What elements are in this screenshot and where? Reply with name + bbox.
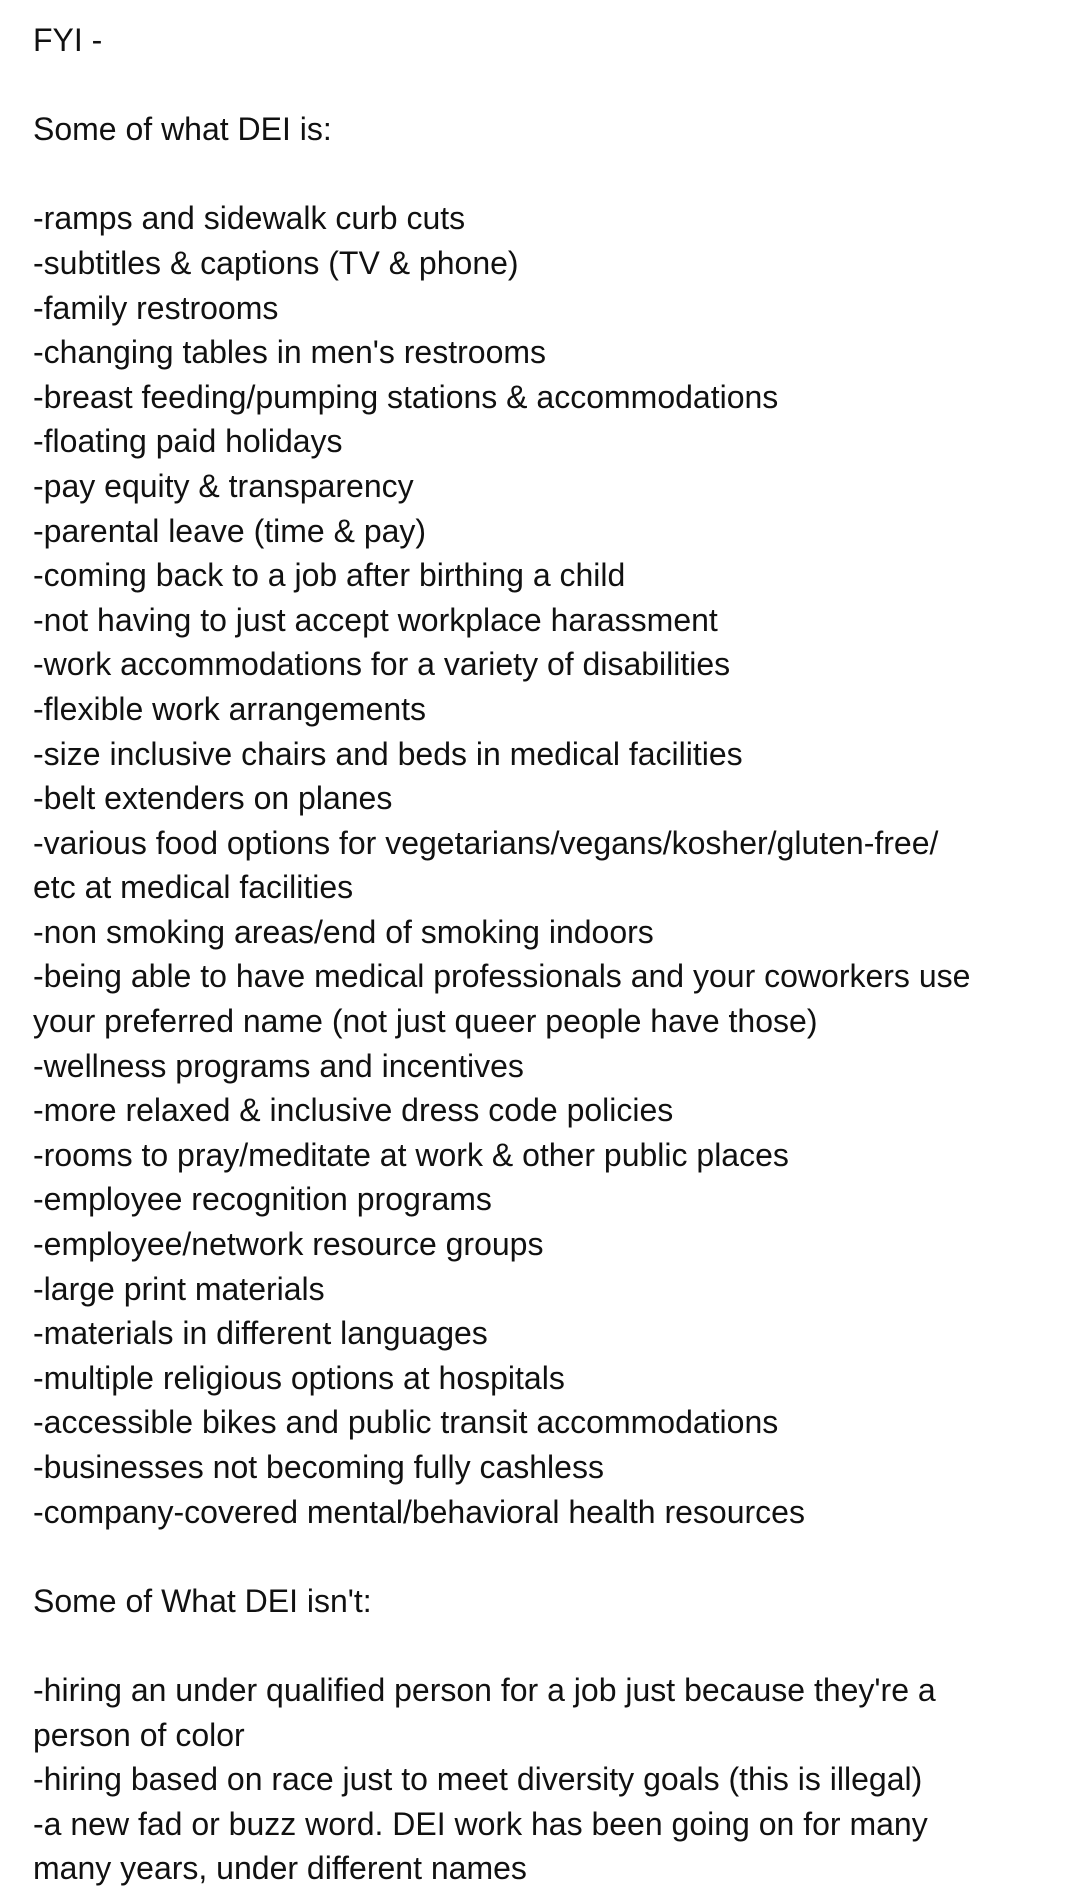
list-item: -parental leave (time & pay) bbox=[33, 512, 427, 549]
list-item: -pay equity & transparency bbox=[33, 467, 414, 504]
list-item: -wellness programs and incentives bbox=[33, 1047, 524, 1084]
list-item: -employee recognition programs bbox=[33, 1181, 492, 1218]
list-item: -changing tables in men's restrooms bbox=[33, 334, 547, 371]
blank-line bbox=[33, 1534, 1063, 1579]
list-item: -multiple religious options at hospitals bbox=[33, 1359, 565, 1396]
list-item-continued: etc at medical facilities bbox=[33, 869, 354, 906]
list-item: -breast feeding/pumping stations & accommodations bbox=[33, 378, 779, 415]
list-item: -employee/network resource groups bbox=[33, 1226, 544, 1263]
list-item: -more relaxed & inclusive dress code policies bbox=[33, 1092, 674, 1129]
list-item: -large print materials bbox=[33, 1270, 325, 1307]
list-item: -a new fad or buzz word. DEI work has been going on for many bbox=[33, 1805, 928, 1842]
list-item: -company-covered mental/behavioral health resources bbox=[33, 1493, 805, 1530]
list-item: -coming back to a job after birthing a child bbox=[33, 557, 626, 594]
isnt-heading: Some of What DEI isn't: bbox=[33, 1582, 372, 1619]
list-item: -belt extenders on planes bbox=[33, 780, 393, 817]
is-heading: Some of what DEI is: bbox=[33, 111, 332, 148]
is-list bbox=[33, 196, 1063, 1534]
list-item: -materials in different languages bbox=[33, 1315, 488, 1352]
list-item: -work accommodations for a variety of disabilities bbox=[33, 646, 731, 683]
list-item: -accessible bikes and public transit accommodations bbox=[33, 1404, 779, 1441]
list-item: -hiring based on race just to meet diversity goals (this is illegal) bbox=[33, 1761, 923, 1798]
list-item: -family restrooms bbox=[33, 289, 279, 326]
list-item: -non smoking areas/end of smoking indoors bbox=[33, 913, 654, 950]
list-item-continued: person of color bbox=[33, 1716, 245, 1753]
list-item: -subtitles & captions (TV & phone) bbox=[33, 244, 519, 281]
list-item: -not having to just accept workplace harassment bbox=[33, 601, 718, 638]
isnt-list bbox=[33, 1668, 1063, 1891]
note-body bbox=[33, 18, 1063, 1891]
list-item: -being able to have medical professionals and your coworkers use bbox=[33, 958, 971, 995]
list-item: -ramps and sidewalk curb cuts bbox=[33, 200, 466, 237]
note-header: FYI - bbox=[33, 22, 103, 58]
list-item: -hiring an under qualified person for a job just because they're a bbox=[33, 1671, 936, 1708]
list-item: -rooms to pray/meditate at work & other public places bbox=[33, 1136, 789, 1173]
list-item: -various food options for vegetarians/vegans/kosher/gluten-free/ bbox=[33, 824, 939, 861]
list-item-continued: your preferred name (not just queer people have those) bbox=[33, 1003, 818, 1040]
list-item-continued: many years, under different names bbox=[33, 1850, 527, 1887]
list-item: -size inclusive chairs and beds in medical facilities bbox=[33, 735, 743, 772]
blank-line bbox=[33, 63, 1063, 108]
blank-line bbox=[33, 152, 1063, 197]
blank-line bbox=[33, 1623, 1063, 1668]
list-item: -floating paid holidays bbox=[33, 423, 343, 460]
list-item: -businesses not becoming fully cashless bbox=[33, 1449, 604, 1485]
list-item: -flexible work arrangements bbox=[33, 690, 427, 727]
